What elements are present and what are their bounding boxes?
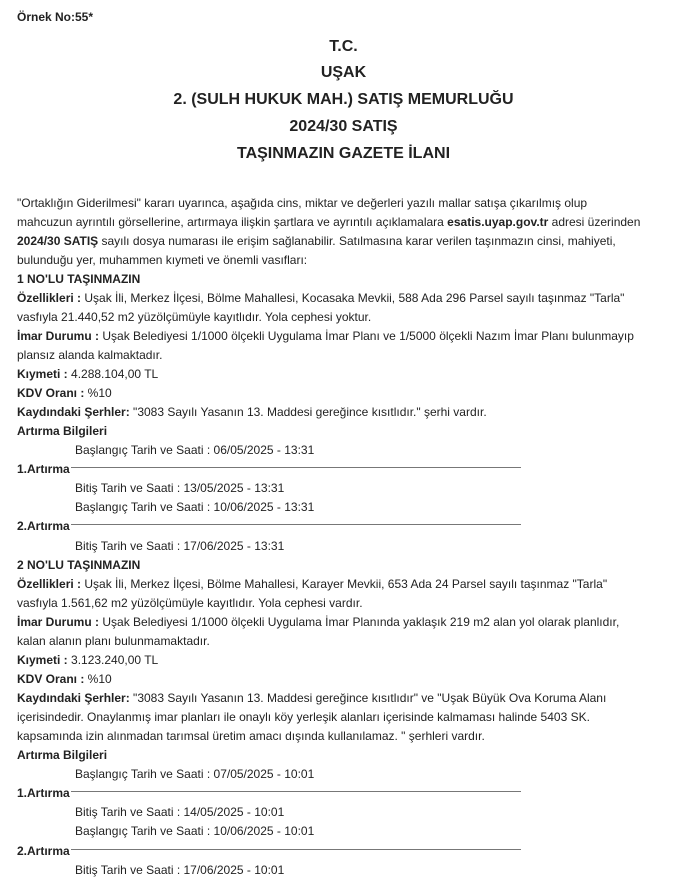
zoning-text: Uşak Belediyesi 1/1000 ölçekli Uygulama İmar Planı ve 1/5000 ölçekli Nazım İmar Planı bulunmayıp bbox=[99, 329, 634, 343]
auction1-label: 1.Artırma bbox=[17, 462, 70, 476]
vat-label: KDV Oranı : bbox=[17, 672, 85, 686]
property2-vat bbox=[17, 672, 112, 687]
intro-line-2 bbox=[17, 215, 640, 230]
property1-auction1-end: Bitiş Tarih ve Saati : 13/05/2025 - 13:31 bbox=[75, 481, 285, 495]
intro-text: sayılı dosya numarası ile erişim sağlanabilir. Satılmasına karar verilen taşınmazın cinsi, mahiyeti, bbox=[98, 234, 616, 248]
property1-features bbox=[17, 291, 624, 306]
header-case: 2024/30 SATIŞ bbox=[289, 118, 398, 135]
intro-case-number: 2024/30 SATIŞ bbox=[17, 234, 99, 248]
property1-auction2-end: Bitiş Tarih ve Saati : 17/06/2025 - 13:31 bbox=[75, 539, 285, 553]
encumbrances-label: Kaydındaki Şerhler: bbox=[17, 691, 130, 705]
property1-title: 1 NO'LU TAŞINMAZIN bbox=[17, 272, 141, 286]
header-tc: T.C. bbox=[329, 38, 358, 55]
property2-zoning bbox=[17, 615, 619, 630]
vat-label: KDV Oranı : bbox=[17, 386, 85, 400]
encumbrances-text: "3083 Sayılı Yasanın 13. Maddesi gereğince kısıtlıdır" ve "Uşak Büyük Ova Koruma Alanı bbox=[129, 691, 607, 705]
value-label: Kıymeti : bbox=[17, 367, 68, 381]
property1-encumbrances bbox=[17, 405, 487, 420]
property1-auction2-row bbox=[17, 519, 521, 534]
features-text: Uşak İli, Merkez İlçesi, Bölme Mahallesi, Kocasaka Mevkii, 588 Ada 296 Parsel sayılı taşınmaz "Tarla" bbox=[81, 291, 625, 305]
property2-auction-info-label: Artırma Bilgileri bbox=[17, 748, 108, 762]
property2-encumbrances-cont: içerisindedir. Onaylanmış imar planları ile onaylı köy yerleşik alanları içerisinde kalmaması halinde 5403 SK. bbox=[17, 710, 590, 724]
dashed-divider bbox=[71, 791, 521, 792]
value-text: 3.123.240,00 TL bbox=[67, 653, 159, 667]
property1-auction2-start: Başlangıç Tarih ve Saati : 10/06/2025 - 13:31 bbox=[75, 500, 315, 514]
features-label: Özellikleri : bbox=[17, 291, 82, 305]
property2-auction1-row bbox=[17, 786, 521, 801]
intro-text: adresi üzerinden bbox=[548, 215, 641, 229]
dashed-divider bbox=[71, 467, 521, 468]
property1-zoning-cont: plansız alanda kalmaktadır. bbox=[17, 348, 163, 362]
zoning-label: İmar Durumu : bbox=[17, 329, 100, 343]
value-text: 4.288.104,00 TL bbox=[67, 367, 159, 381]
intro-line-3 bbox=[17, 234, 616, 249]
auction2-label: 2.Artırma bbox=[17, 844, 70, 858]
property2-auction1-start: Başlangıç Tarih ve Saati : 07/05/2025 - 10:01 bbox=[75, 767, 315, 781]
zoning-text: Uşak Belediyesi 1/1000 ölçekli Uygulama İmar Planında yaklaşık 219 m2 alan yol olarak planlıdır, bbox=[99, 615, 620, 629]
value-label: Kıymeti : bbox=[17, 653, 68, 667]
property1-auction1-start: Başlangıç Tarih ve Saati : 06/05/2025 - 13:31 bbox=[75, 443, 315, 457]
property1-auction-info-label: Artırma Bilgileri bbox=[17, 424, 108, 438]
intro-text: mahcuzun ayrıntılı görsellerine, artırmaya ilişkin şartlara ve ayrıntılı açıklamalara bbox=[17, 215, 448, 229]
property1-vat bbox=[17, 386, 112, 401]
property2-auction2-start: Başlangıç Tarih ve Saati : 10/06/2025 - 10:01 bbox=[75, 824, 315, 838]
header-city: UŞAK bbox=[320, 64, 367, 81]
property2-auction2-row bbox=[17, 844, 521, 859]
header-title: TAŞINMAZIN GAZETE İLANI bbox=[236, 145, 451, 162]
property2-auction1-end: Bitiş Tarih ve Saati : 14/05/2025 - 10:01 bbox=[75, 805, 285, 819]
features-text: Uşak İli, Merkez İlçesi, Bölme Mahallesi, Karayer Mevkii, 653 Ada 24 Parsel sayılı taşınmaz "Tarla" bbox=[81, 577, 608, 591]
zoning-label: İmar Durumu : bbox=[17, 615, 100, 629]
dashed-divider bbox=[71, 849, 521, 850]
auction1-label: 1.Artırma bbox=[17, 786, 70, 800]
property2-encumbrances-cont2: kapsamında izin alınmadan tarımsal üretim amacı dışında kullanılamaz. " şerhleri vardır. bbox=[17, 729, 485, 743]
property1-auction1-row bbox=[17, 462, 521, 477]
header-office: 2. (SULH HUKUK MAH.) SATIŞ MEMURLUĞU bbox=[173, 91, 514, 108]
property2-title: 2 NO'LU TAŞINMAZIN bbox=[17, 558, 141, 572]
encumbrances-label: Kaydındaki Şerhler: bbox=[17, 405, 130, 419]
property2-zoning-cont: kalan alanın planı bulunmamaktadır. bbox=[17, 634, 210, 648]
property2-value bbox=[17, 653, 158, 668]
sample-number: Örnek No:55* bbox=[17, 10, 94, 24]
vat-text: %10 bbox=[84, 386, 112, 400]
vat-text: %10 bbox=[84, 672, 112, 686]
property2-features bbox=[17, 577, 607, 592]
dashed-divider bbox=[71, 524, 521, 525]
auction2-label: 2.Artırma bbox=[17, 519, 70, 533]
property2-auction2-end: Bitiş Tarih ve Saati : 17/06/2025 - 10:01 bbox=[75, 863, 285, 877]
intro-website-link[interactable]: esatis.uyap.gov.tr bbox=[447, 215, 549, 229]
property2-encumbrances bbox=[17, 691, 606, 706]
intro-line-4: bulunduğu yer, muhammen kıymeti ve önemli vasıfları: bbox=[17, 253, 308, 267]
property1-features-cont: vasfıyla 21.440,52 m2 yüzölçümüyle kayıtlıdır. Yola cephesi yoktur. bbox=[17, 310, 372, 324]
property1-zoning bbox=[17, 329, 634, 344]
intro-line-1: "Ortaklığın Giderilmesi" kararı uyarınca, aşağıda cins, miktar ve değerleri yazılı mallar satışa çıkarılmış olup bbox=[17, 196, 588, 210]
property2-features-cont: vasfıyla 1.561,62 m2 yüzölçümüyle kayıtlıdır. Yola cephesi vardır. bbox=[17, 596, 363, 610]
features-label: Özellikleri : bbox=[17, 577, 82, 591]
property1-value bbox=[17, 367, 158, 382]
encumbrances-text: "3083 Sayılı Yasanın 13. Maddesi gereğince kısıtlıdır." şerhi vardır. bbox=[129, 405, 487, 419]
